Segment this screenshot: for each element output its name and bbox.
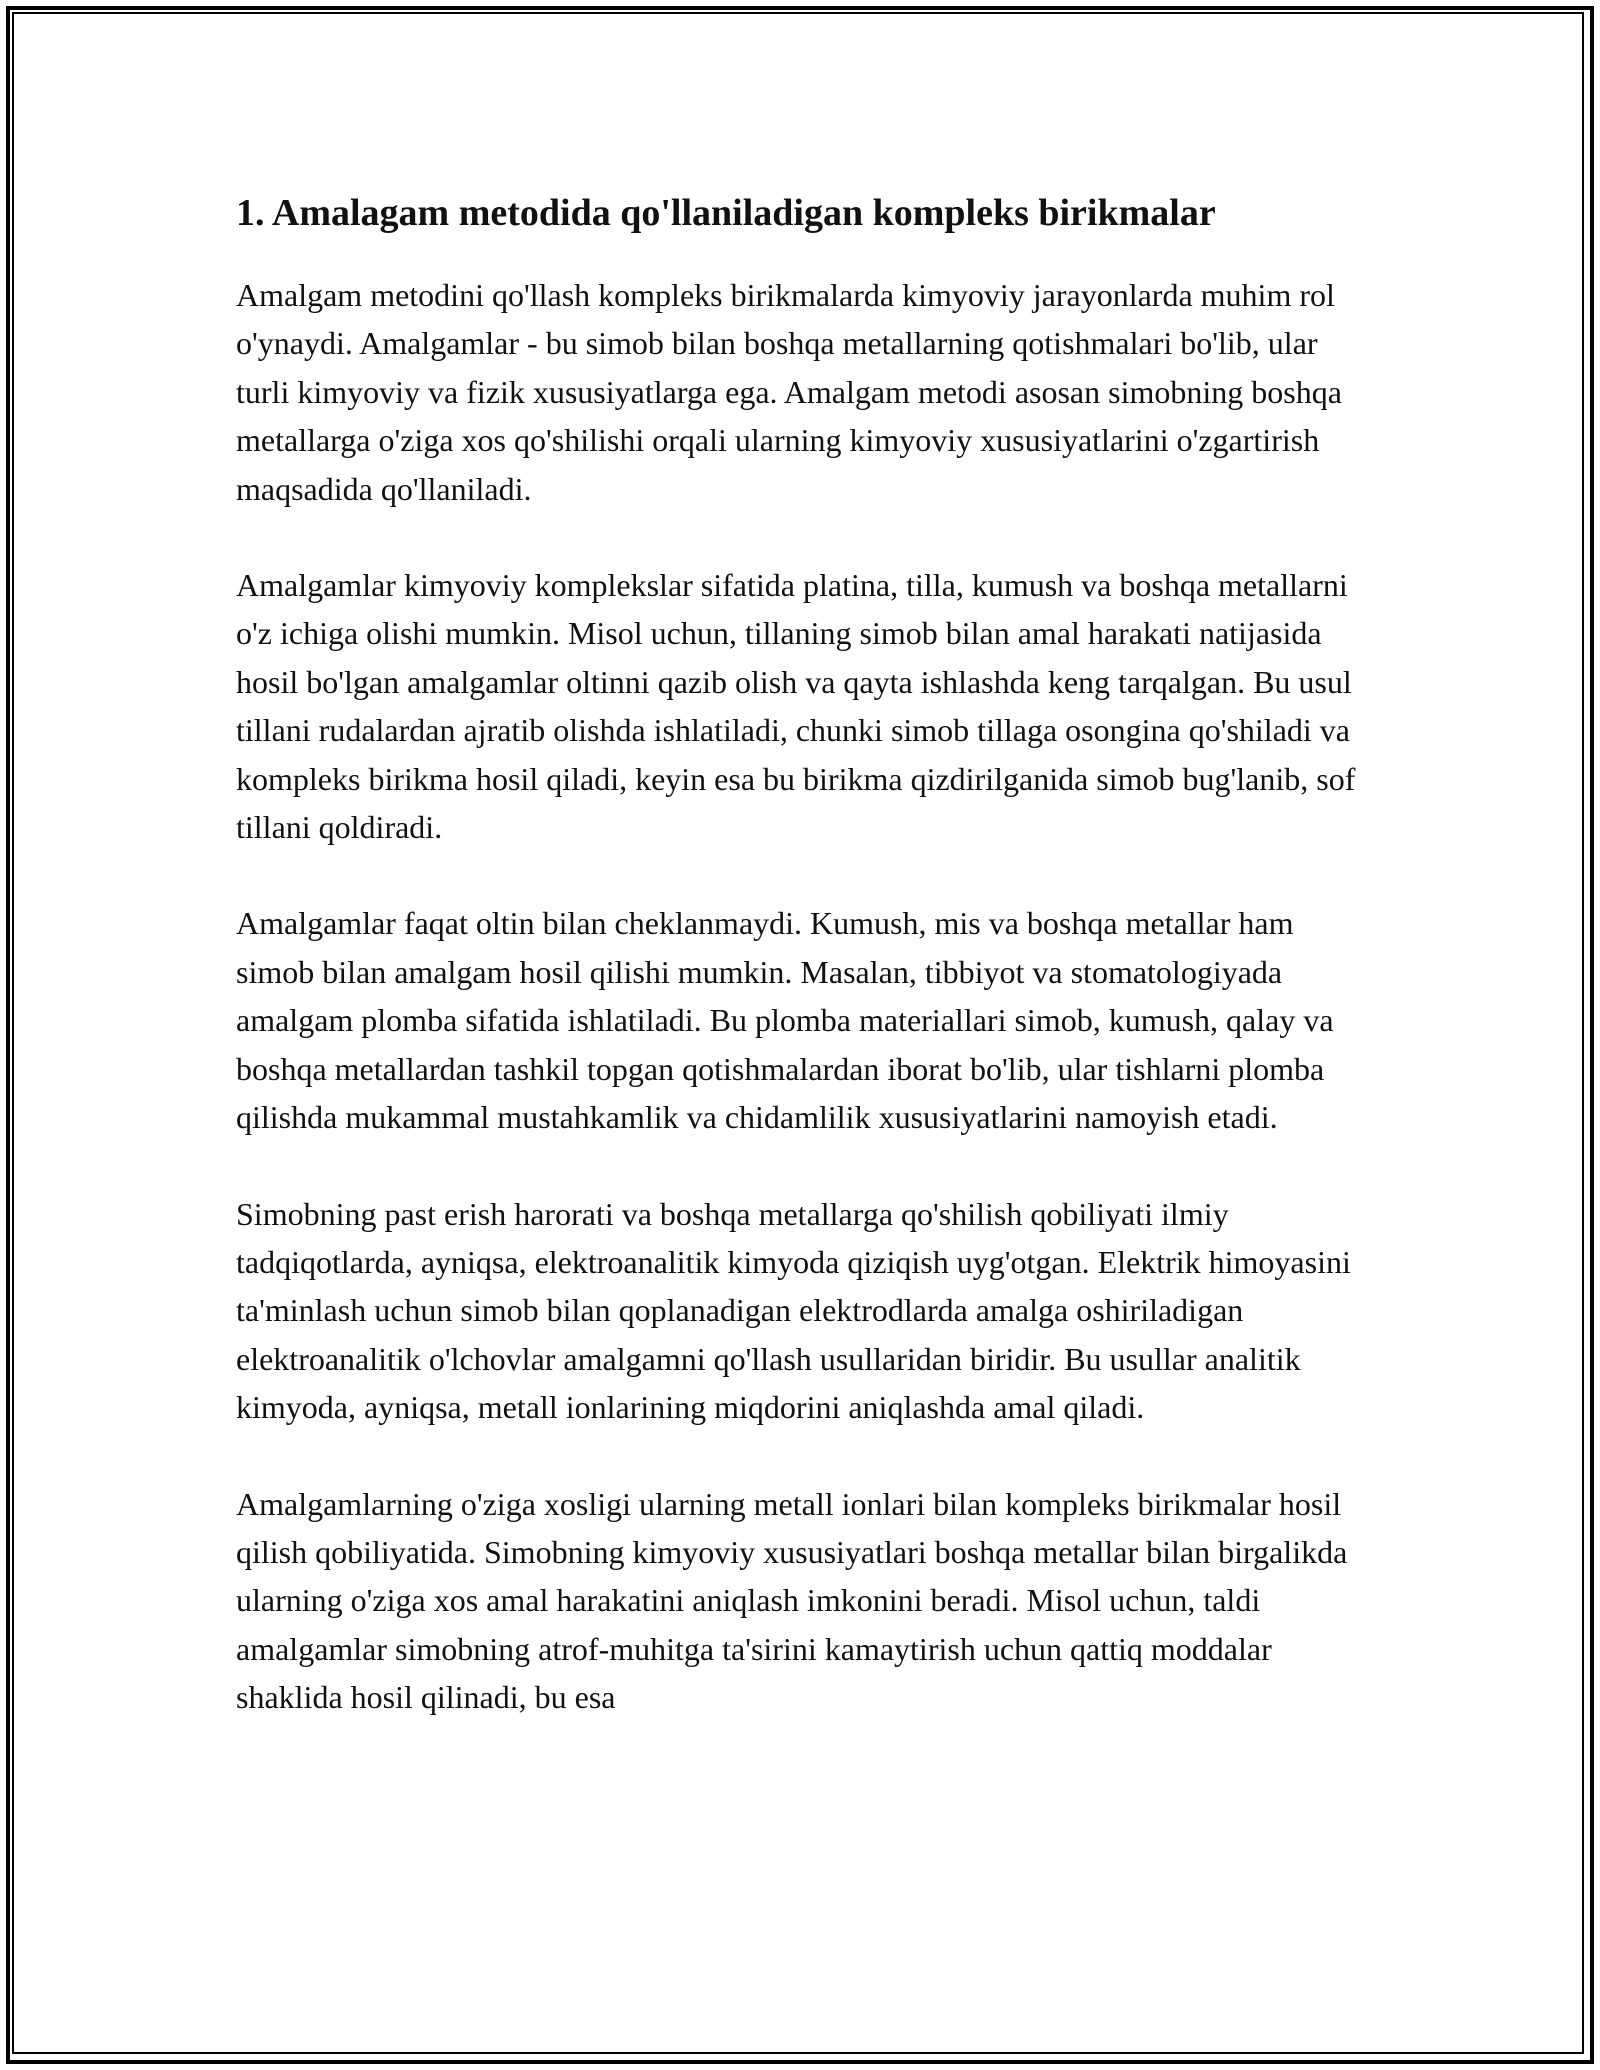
- paragraph-4: Simobning past erish harorati va boshqa metallarga qo'shilish qobiliyati ilmiy tadqiqotlarda, ayniqsa, elektroanalitik kimyoda qiziqish uyg'otgan. Elektrik himoyasini ta'minlash uchun simob bilan qoplanadigan elektrodlarda amalga oshiriladigan elektroanalitik o'lchovlar amalgamni qo'llash usullaridan biridir. Bu usullar analitik kimyoda, ayniqsa, metall ionlarining miqdorini aniqlashda amal qiladi.: [236, 1195, 1351, 1426]
- document-body: [236, 185, 1376, 1770]
- paragraph-1: Amalgam metodini qo'llash kompleks birikmalarda kimyoviy jarayonlarda muhim rol o'ynaydi. Amalgamlar - bu simob bilan boshqa metallarning qotishmalari bo'lib, ular turli kimyoviy va fizik xususiyatlarga ega. Amalgam metodi asosan simobning boshqa metallarga o'ziga xos qo'shilishi orqali ularning kimyoviy xususiyatlarini o'zgartirish maqsadida qo'llaniladi.: [236, 277, 1342, 507]
- paragraph-2: Amalgamlar kimyoviy komplekslar sifatida platina, tilla, kumush va boshqa metallarni o'z ichiga olishi mumkin. Misol uchun, tillaning simob bilan amal harakati natijasida hosil bo'lgan amalgamlar oltinni qazib olish va qayta ishlashda keng tarqalgan. Bu usul tillani rudalardan ajratib olishda ishlatiladi, chunki simob tillaga osongina qo'shiladi va kompleks birikma hosil qiladi, keyin esa bu birikma qizdirilganida simob bug'lanib, sof tillani qoldiradi.: [236, 567, 1356, 846]
- paragraph-5: Amalgamlarning o'ziga xosligi ularning metall ionlari bilan kompleks birikmalar hosil qilish qobiliyatida. Simobning kimyoviy xususiyatlari boshqa metallar bilan birgalikda ularning o'ziga xos amal harakatini aniqlash imkonini beradi. Misol uchun, taldi amalgamlar simobning atrof-muhitga ta'sirini kamaytirish uchun qattiq moddalar shaklida hosil qilinadi, bu esa: [236, 1485, 1348, 1716]
- section-heading: 1. Amalagam metodida qo'llaniladigan kompleks birikmalar: [236, 192, 1216, 234]
- paragraph-3: Amalgamlar faqat oltin bilan cheklanmaydi. Kumush, mis va boshqa metallar ham simob bilan amalgam hosil qilishi mumkin. Masalan, tibbiyot va stomatologiyada amalgam plomba sifatida ishlatiladi. Bu plomba materiallari simob, kumush, qalay va boshqa metallardan tashkil topgan qotishmalardan iborat bo'lib, ular tishlarni plomba qilishda mukammal mustahkamlik va chidamlilik xususiyatlarini namoyish etadi.: [236, 905, 1334, 1136]
